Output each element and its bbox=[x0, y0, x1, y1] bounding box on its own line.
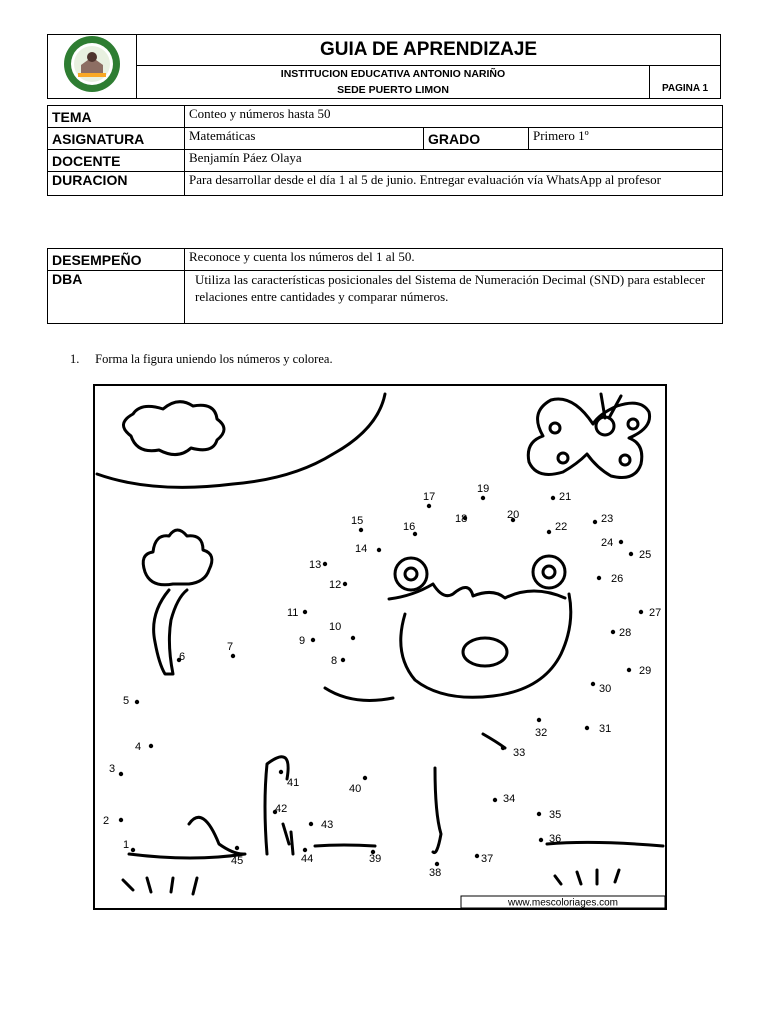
dot-label-20: 20 bbox=[507, 509, 520, 521]
dot-45 bbox=[235, 846, 239, 850]
dot-30 bbox=[591, 682, 595, 686]
doc-title: GUIA DE APRENDIZAJE bbox=[137, 35, 721, 66]
dot-label-44: 44 bbox=[301, 853, 314, 865]
dot-label-24: 24 bbox=[601, 537, 614, 549]
dot-label-9: 9 bbox=[299, 635, 306, 647]
dot-label-36: 36 bbox=[549, 833, 562, 845]
tema-label: TEMA bbox=[48, 106, 185, 128]
dot-label-38: 38 bbox=[429, 867, 442, 879]
dot-5 bbox=[135, 700, 139, 704]
ground-middle bbox=[315, 845, 375, 846]
dot-40 bbox=[363, 776, 367, 780]
tema-value: Conteo y números hasta 50 bbox=[185, 106, 723, 128]
dot-label-33: 33 bbox=[513, 747, 526, 759]
institution-name bbox=[137, 66, 650, 99]
dot-32 bbox=[537, 718, 541, 722]
dot-26 bbox=[597, 576, 601, 580]
dot-1 bbox=[131, 848, 135, 852]
dot-27 bbox=[639, 610, 643, 614]
asignatura-label: ASIGNATURA bbox=[48, 128, 185, 150]
dot-4 bbox=[149, 744, 153, 748]
dot-7 bbox=[231, 654, 235, 658]
dot-label-39: 39 bbox=[369, 853, 382, 865]
dot-10 bbox=[351, 636, 355, 640]
dot-35 bbox=[537, 812, 541, 816]
grado-value: Primero 1º bbox=[529, 128, 723, 150]
performance-table bbox=[47, 248, 723, 324]
dot-label-11: 11 bbox=[287, 607, 299, 619]
dot-label-30: 30 bbox=[599, 683, 612, 695]
dot-label-18: 18 bbox=[455, 513, 468, 525]
dot-label-43: 43 bbox=[321, 819, 334, 831]
dot-label-26: 26 bbox=[611, 573, 624, 585]
dot-label-34: 34 bbox=[503, 793, 516, 805]
instruction-number: 1. bbox=[70, 352, 80, 366]
dot-25 bbox=[629, 552, 633, 556]
dot-label-27: 27 bbox=[649, 607, 662, 619]
grado-label: GRADO bbox=[424, 128, 529, 150]
dot-19 bbox=[481, 496, 485, 500]
dba-label: DBA bbox=[48, 271, 185, 324]
dot-8 bbox=[341, 658, 345, 662]
dot-34 bbox=[493, 798, 497, 802]
dot-label-15: 15 bbox=[351, 515, 364, 527]
duracion-label: DURACION bbox=[48, 172, 185, 196]
logo-cell bbox=[48, 35, 137, 99]
docente-value: Benjamín Páez Olaya bbox=[185, 150, 723, 172]
dot-37 bbox=[475, 854, 479, 858]
dot-label-35: 35 bbox=[549, 809, 562, 821]
school-seal-logo bbox=[63, 35, 121, 93]
page-number: PAGINA 1 bbox=[650, 66, 721, 99]
dot-label-23: 23 bbox=[601, 513, 614, 525]
instruction bbox=[70, 352, 333, 367]
dot-label-13: 13 bbox=[309, 559, 322, 571]
dot-label-19: 19 bbox=[477, 483, 490, 495]
dot-label-25: 25 bbox=[639, 549, 652, 561]
dot-38 bbox=[435, 862, 439, 866]
dot-36 bbox=[539, 838, 543, 842]
desempeno-label: DESEMPEÑO bbox=[48, 249, 185, 271]
duracion-value: Para desarrollar desde el día 1 al 5 de junio. Entregar evaluación vía WhatsApp al profesor bbox=[185, 172, 723, 196]
dot-33 bbox=[501, 746, 505, 750]
dot-label-10: 10 bbox=[329, 621, 342, 633]
dot-22 bbox=[547, 530, 551, 534]
dot-17 bbox=[427, 504, 431, 508]
institution-label: INSTITUCION EDUCATIVA ANTONIO NARIÑO bbox=[280, 68, 506, 80]
header-table bbox=[47, 34, 721, 99]
dot-label-37: 37 bbox=[481, 853, 494, 865]
connect-dots-drawing bbox=[93, 384, 667, 910]
dot-23 bbox=[593, 520, 597, 524]
dot-label-29: 29 bbox=[639, 665, 652, 677]
instruction-text: Forma la figura uniendo los números y colorea. bbox=[95, 352, 333, 366]
dot-label-42: 42 bbox=[275, 803, 288, 815]
dot-31 bbox=[585, 726, 589, 730]
dot-label-17: 17 bbox=[423, 491, 436, 503]
dot-label-41: 41 bbox=[287, 777, 300, 789]
dot-label-28: 28 bbox=[619, 627, 632, 639]
sede-label: SEDE PUERTO LIMON bbox=[337, 84, 449, 96]
dot-label-16: 16 bbox=[403, 521, 416, 533]
dot-label-6: 6 bbox=[179, 651, 186, 663]
dot-label-21: 21 bbox=[559, 491, 572, 503]
dot-label-1: 1 bbox=[123, 839, 130, 851]
dot-41 bbox=[279, 770, 283, 774]
dot-14 bbox=[377, 548, 381, 552]
dot-label-3: 3 bbox=[109, 763, 116, 775]
dot-label-8: 8 bbox=[331, 655, 338, 667]
dot-label-2: 2 bbox=[103, 815, 110, 827]
dot-29 bbox=[627, 668, 631, 672]
dot-label-22: 22 bbox=[555, 521, 568, 533]
dot-label-40: 40 bbox=[349, 783, 362, 795]
dot-label-32: 32 bbox=[535, 727, 548, 739]
dot-3 bbox=[119, 772, 123, 776]
dot-43 bbox=[309, 822, 313, 826]
dot-label-4: 4 bbox=[135, 741, 142, 753]
dot-2 bbox=[119, 818, 123, 822]
dot-label-31: 31 bbox=[599, 723, 612, 735]
dot-44 bbox=[303, 848, 307, 852]
dot-9 bbox=[311, 638, 315, 642]
watermark-text: www.mescoloriages.com bbox=[507, 897, 619, 909]
dot-21 bbox=[551, 496, 555, 500]
docente-label: DOCENTE bbox=[48, 150, 185, 172]
dot-12 bbox=[343, 582, 347, 586]
dot-label-45: 45 bbox=[231, 855, 244, 867]
dot-label-14: 14 bbox=[355, 543, 368, 555]
asignatura-value: Matemáticas bbox=[185, 128, 424, 150]
dba-value: Utiliza las características posicionales del Sistema de Numeración Decimal (SND) para establecer relaciones entre cantidades y comparar números. bbox=[185, 271, 723, 324]
dot-13 bbox=[323, 562, 327, 566]
dot-label-12: 12 bbox=[329, 579, 342, 591]
dot-15 bbox=[359, 528, 363, 532]
dot-label-7: 7 bbox=[227, 641, 234, 653]
dot-11 bbox=[303, 610, 307, 614]
dot-24 bbox=[619, 540, 623, 544]
desempeno-value: Reconoce y cuenta los números del 1 al 50. bbox=[185, 249, 723, 271]
info-table bbox=[47, 105, 723, 196]
dot-28 bbox=[611, 630, 615, 634]
dot-label-5: 5 bbox=[123, 695, 130, 707]
